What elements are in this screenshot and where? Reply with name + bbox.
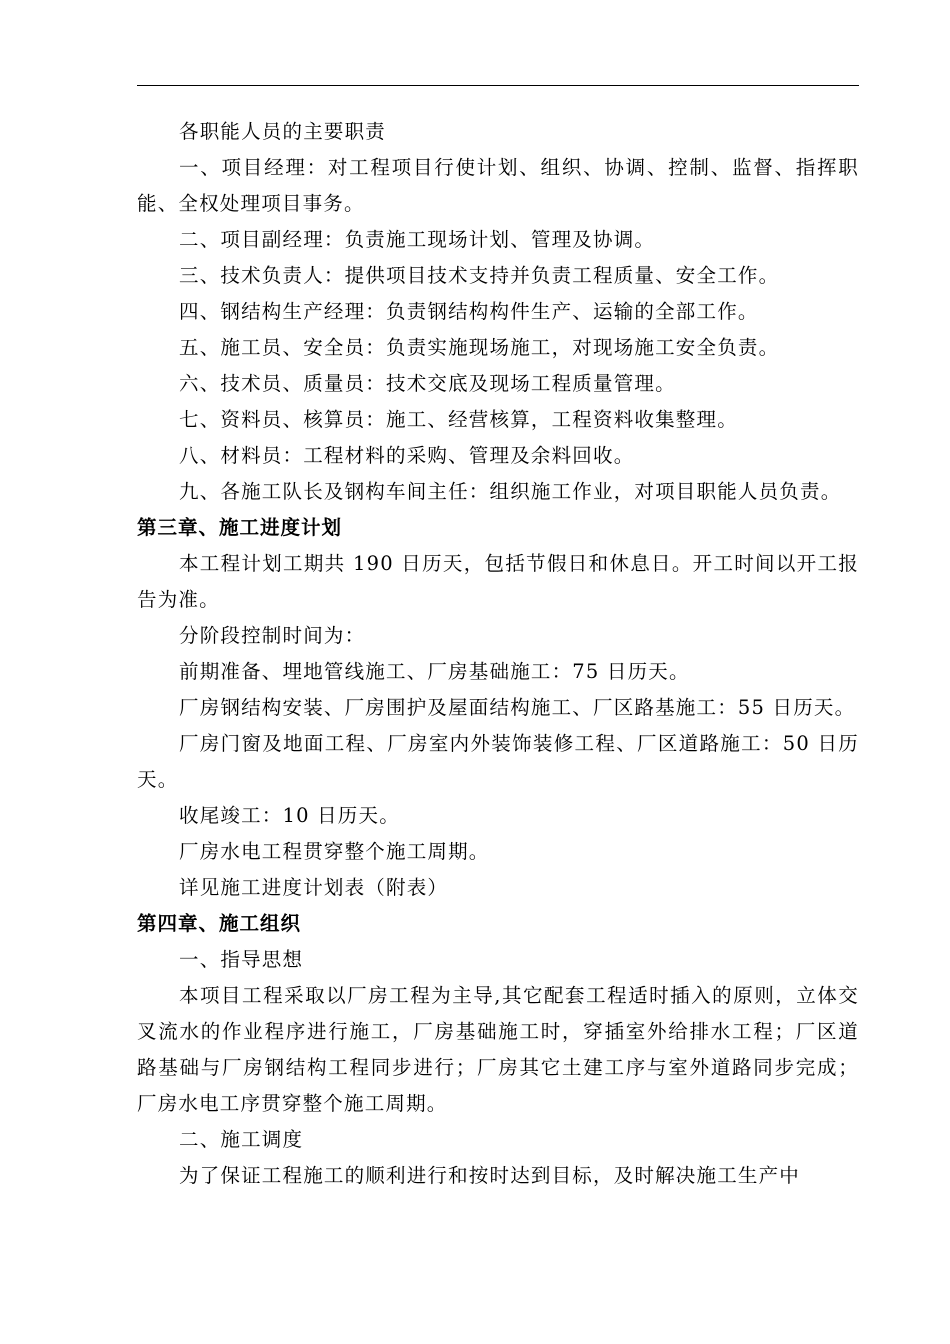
paragraph-utilities: 厂房水电工程贯穿整个施工周期。 (179, 840, 490, 863)
paragraph-project-manager: 一、项目经理：对工程项目行使计划、组织、协调、控制、监督、指挥职能、全权处理项目事务。 (137, 156, 859, 215)
paragraph-team-leaders: 九、各施工队长及钢构车间主任：组织施工作业，对项目职能人员负责。 (179, 480, 842, 503)
paragraph-phase-3: 厂房门窗及地面工程、厂房室内外装饰装修工程、厂区道路施工：50 日历天。 (137, 732, 859, 791)
paragraph-phase-intro: 分阶段控制时间为： (179, 624, 366, 647)
paragraph-guiding-body: 本项目工程采取以厂房工程为主导,其它配套工程适时插入的原则，立体交叉流水的作业程序进行施工，厂房基础施工时，穿插室外给排水工程；厂区道路基础与厂房钢结构工程同步进行；厂房其它土建工序与室外道路同步完成；厂房水电工序贯穿整个施工周期。 (137, 984, 859, 1115)
paragraph-guiding-title: 一、指导思想 (179, 948, 304, 971)
header-rule (137, 85, 859, 86)
paragraph-deputy-manager: 二、项目副经理：负责施工现场计划、管理及协调。 (179, 228, 656, 251)
chapter-3-heading: 第三章、施工进度计划 (137, 516, 343, 539)
paragraph-materials: 八、材料员：工程材料的采购、管理及余料回收。 (179, 444, 635, 467)
paragraph-records-accounting: 七、资料员、核算员：施工、经营核算，工程资料收集整理。 (179, 408, 738, 431)
paragraph-phase-1: 前期准备、埋地管线施工、厂房基础施工：75 日历天。 (179, 660, 690, 683)
paragraph-dispatch-title: 二、施工调度 (179, 1128, 304, 1151)
paragraph-steel-manager: 四、钢结构生产经理：负责钢结构构件生产、运输的全部工作。 (179, 300, 759, 323)
paragraph-technical-lead: 三、技术负责人：提供项目技术支持并负责工程质量、安全工作。 (179, 264, 780, 287)
paragraph-phase-2: 厂房钢结构安装、厂房围护及屋面结构施工、厂区路基施工：55 日历天。 (179, 696, 856, 719)
paragraph-construction-safety: 五、施工员、安全员：负责实施现场施工，对现场施工安全负责。 (179, 336, 780, 359)
paragraph-see-schedule: 详见施工进度计划表（附表） (179, 876, 449, 899)
paragraph-dispatch-body: 为了保证工程施工的顺利进行和按时达到目标，及时解决施工生产中 (179, 1164, 801, 1187)
chapter-4-heading: 第四章、施工组织 (137, 912, 302, 935)
paragraph-tech-quality: 六、技术员、质量员：技术交底及现场工程质量管理。 (179, 372, 676, 395)
document-body (137, 114, 859, 1194)
paragraph-duties-title: 各职能人员的主要职责 (179, 120, 387, 143)
paragraph-schedule-total: 本工程计划工期共 190 日历天，包括节假日和休息日。开工时间以开工报告为准。 (137, 552, 859, 611)
paragraph-phase-4: 收尾竣工：10 日历天。 (179, 804, 400, 827)
